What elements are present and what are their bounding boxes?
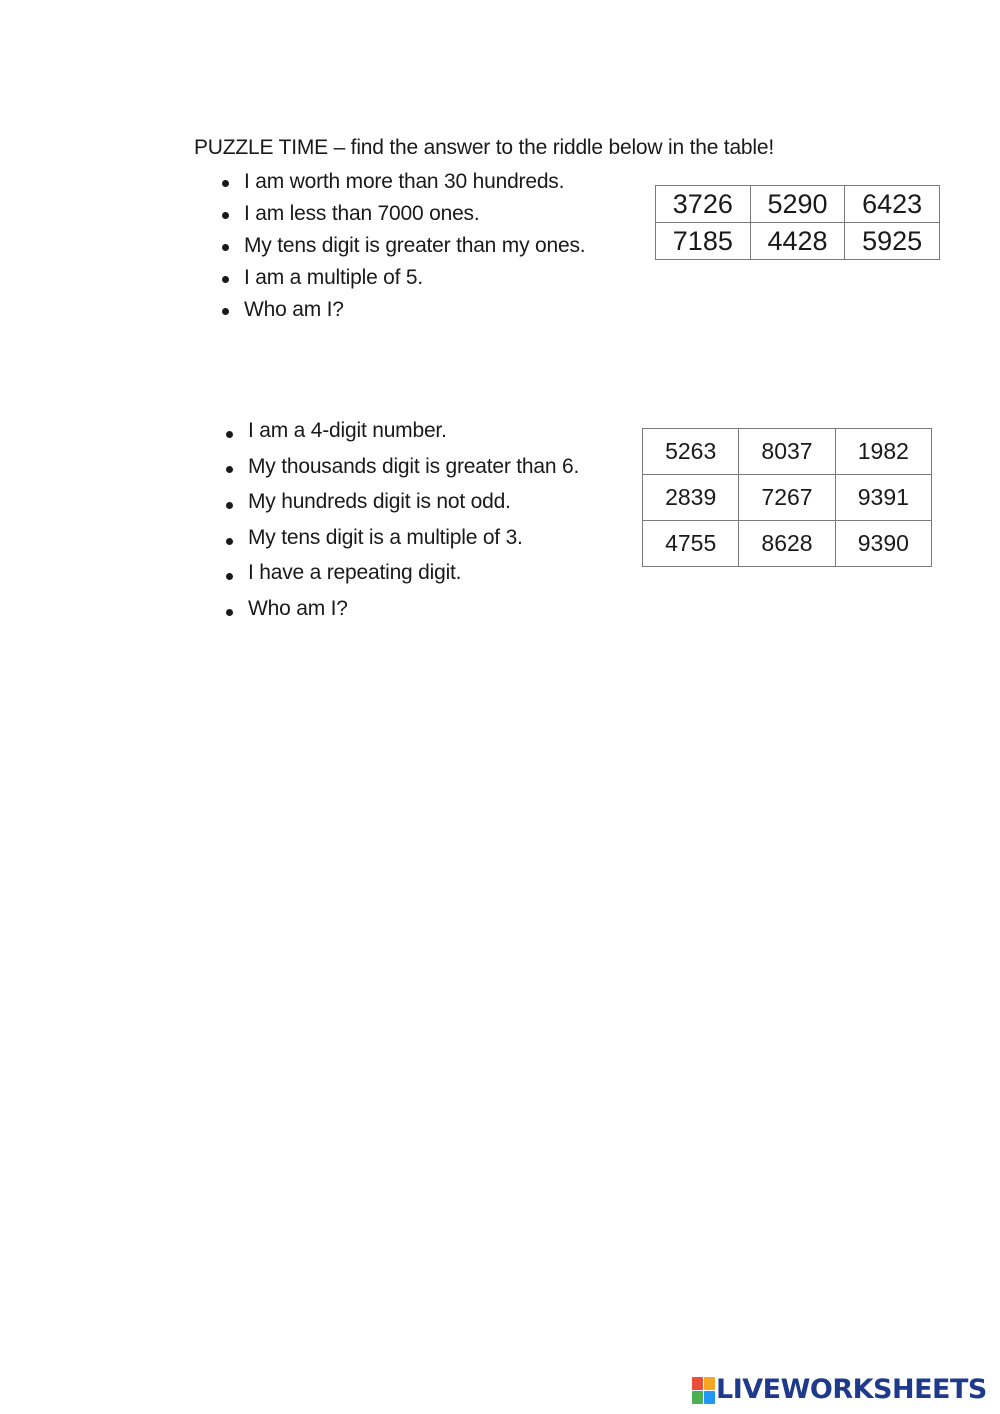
- table-row: [643, 521, 932, 567]
- clue-item: Who am I?: [244, 296, 585, 328]
- watermark-text: LIVEWORKSHEETS: [716, 1374, 987, 1405]
- clue-item: I am worth more than 30 hundreds.: [244, 168, 585, 200]
- clue-item: I am a 4-digit number.: [248, 417, 579, 453]
- answer-cell[interactable]: 3726: [656, 186, 751, 223]
- clue-item: I am less than 7000 ones.: [244, 200, 585, 232]
- table-row: [656, 186, 940, 223]
- clue-item: I have a repeating digit.: [248, 559, 579, 595]
- clue-item: My tens digit is a multiple of 3.: [248, 524, 579, 560]
- table-row: [643, 429, 932, 475]
- answer-cell[interactable]: 4755: [643, 521, 739, 567]
- answer-cell[interactable]: 5925: [845, 223, 940, 260]
- answer-cell[interactable]: 5263: [643, 429, 739, 475]
- table-row: [643, 475, 932, 521]
- answer-cell[interactable]: 5290: [750, 186, 845, 223]
- clue-item: My hundreds digit is not odd.: [248, 488, 579, 524]
- answer-cell[interactable]: 4428: [750, 223, 845, 260]
- puzzle2-clue-list: [248, 417, 579, 631]
- clue-item: Who am I?: [248, 595, 579, 631]
- answer-cell[interactable]: 6423: [845, 186, 940, 223]
- clue-item: I am a multiple of 5.: [244, 264, 585, 296]
- liveworksheets-watermark: [692, 1374, 987, 1405]
- puzzle1-clue-list: [244, 168, 585, 328]
- puzzle1-answer-table: [655, 185, 940, 260]
- answer-cell[interactable]: 8037: [739, 429, 835, 475]
- answer-cell[interactable]: 9391: [835, 475, 931, 521]
- answer-cell[interactable]: 9390: [835, 521, 931, 567]
- answer-cell[interactable]: 8628: [739, 521, 835, 567]
- clue-item: My thousands digit is greater than 6.: [248, 453, 579, 489]
- puzzle-title: PUZZLE TIME – find the answer to the riddle below in the table!: [194, 136, 774, 159]
- answer-cell[interactable]: 1982: [835, 429, 931, 475]
- puzzle2-answer-table: [642, 428, 932, 567]
- answer-cell[interactable]: 7267: [739, 475, 835, 521]
- liveworksheets-logo-icon: [692, 1377, 714, 1403]
- clue-item: My tens digit is greater than my ones.: [244, 232, 585, 264]
- answer-cell[interactable]: 7185: [656, 223, 751, 260]
- table-row: [656, 223, 940, 260]
- answer-cell[interactable]: 2839: [643, 475, 739, 521]
